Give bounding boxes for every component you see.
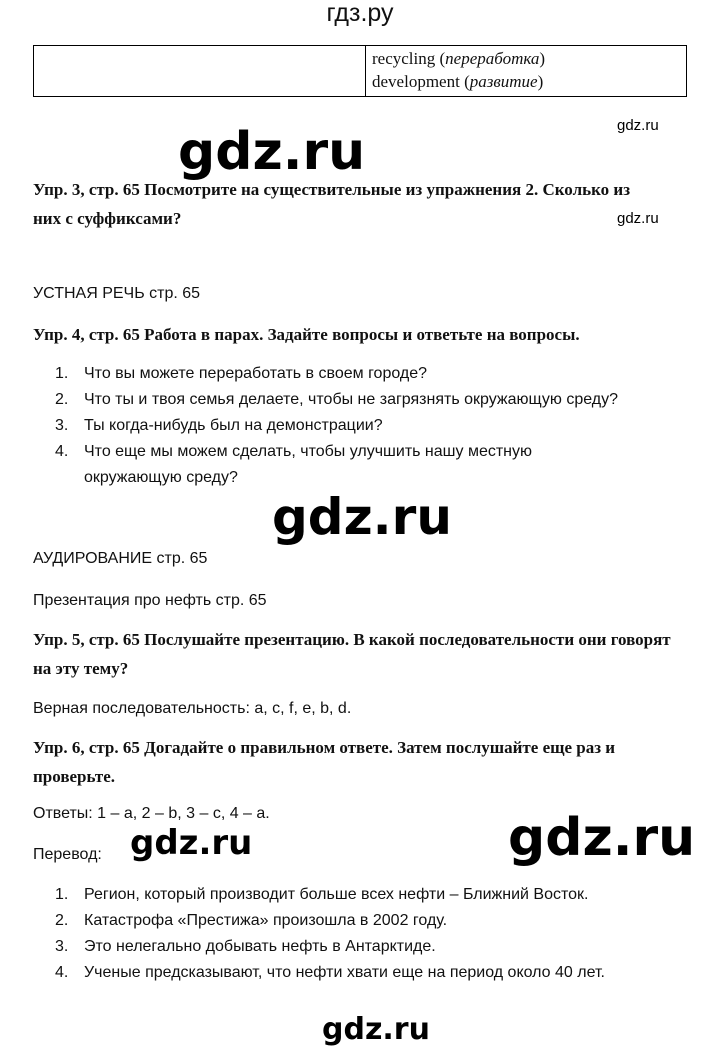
vocabulary-table-fragment bbox=[33, 45, 687, 97]
list-item-number: 1. bbox=[55, 886, 69, 903]
watermark-small: gdz.ru bbox=[617, 117, 659, 134]
listening-subtitle: Презентация про нефть стр. 65 bbox=[33, 592, 267, 609]
translation-label: Перевод: bbox=[33, 846, 102, 863]
watermark-small: gdz.ru bbox=[617, 210, 659, 227]
table-word: recycling bbox=[372, 49, 436, 68]
table-column-divider bbox=[365, 46, 366, 96]
exercise-5-answer: Верная последовательность: a, c, f, e, b, d. bbox=[33, 700, 352, 717]
exercise-6-translation-list bbox=[55, 882, 715, 986]
list-item bbox=[55, 387, 695, 413]
table-cell-recycling: recycling (переработка) bbox=[372, 49, 546, 68]
list-item-text: Регион, который производит больше всех нефти – Ближний Восток. bbox=[84, 886, 589, 903]
list-item-text: Это нелегально добывать нефть в Антарктиде. bbox=[84, 938, 436, 955]
table-cell-development: development (развитие) bbox=[372, 72, 544, 91]
watermark-footer: gdz.ru bbox=[322, 1012, 430, 1047]
exercise-6-heading: Упр. 6, стр. 65 Догадайте о правильном ответе. Затем послушайте еще раз и проверьте. bbox=[33, 738, 616, 786]
exercise-4-questions bbox=[55, 361, 695, 491]
list-item bbox=[55, 908, 715, 934]
table-translation: переработка bbox=[445, 49, 540, 68]
list-item bbox=[55, 413, 695, 439]
exercise-4-heading: Упр. 4, стр. 65 Работа в парах. Задайте вопросы и ответьте на вопросы. bbox=[33, 325, 580, 344]
list-item-number: 1. bbox=[55, 365, 69, 382]
list-item-number: 3. bbox=[55, 417, 69, 434]
listening-section-title: АУДИРОВАНИЕ стр. 65 bbox=[33, 550, 208, 567]
list-item-text: Что еще мы можем сделать, чтобы улучшить нашу местную окружающую среду? bbox=[84, 443, 533, 486]
site-header: гдз.ру bbox=[326, 0, 394, 27]
exercise-3-heading: Упр. 3, стр. 65 Посмотрите на существительные из упражнения 2. Сколько из них с суффиксами? bbox=[33, 180, 631, 228]
list-item-number: 4. bbox=[55, 964, 69, 981]
list-item-number: 2. bbox=[55, 391, 69, 408]
list-item bbox=[55, 439, 624, 491]
exercise-5-heading: Упр. 5, стр. 65 Послушайте презентацию. В какой последовательности они говорят на эту тему? bbox=[33, 630, 671, 678]
watermark-large: gdz.ru bbox=[178, 122, 366, 182]
table-translation: развитие bbox=[469, 72, 538, 91]
watermark-medium: gdz.ru bbox=[130, 823, 253, 863]
list-item-text: Что ты и твоя семья делаете, чтобы не загрязнять окружающую среду? bbox=[84, 391, 618, 408]
list-item bbox=[55, 960, 715, 986]
list-item-text: Ученые предсказывают, что нефти хвати еще на период около 40 лет. bbox=[84, 964, 605, 981]
list-item bbox=[55, 361, 695, 387]
list-item-number: 3. bbox=[55, 938, 69, 955]
watermark-large: gdz.ru bbox=[508, 808, 696, 868]
list-item-text: Катастрофа «Престижа» произошла в 2002 году. bbox=[84, 912, 448, 929]
list-item-text: Ты когда-нибудь был на демонстрации? bbox=[84, 417, 383, 434]
speaking-section-title: УСТНАЯ РЕЧЬ стр. 65 bbox=[33, 285, 201, 302]
list-item-number: 4. bbox=[55, 443, 69, 460]
list-item bbox=[55, 882, 715, 908]
list-item-text: Что вы можете переработать в своем городе? bbox=[84, 365, 428, 382]
watermark-large: gdz.ru bbox=[272, 488, 452, 546]
exercise-6-answers: Ответы: 1 – a, 2 – b, 3 – c, 4 – a. bbox=[33, 805, 270, 822]
list-item-number: 2. bbox=[55, 912, 69, 929]
list-item bbox=[55, 934, 715, 960]
table-word: development bbox=[372, 72, 460, 91]
